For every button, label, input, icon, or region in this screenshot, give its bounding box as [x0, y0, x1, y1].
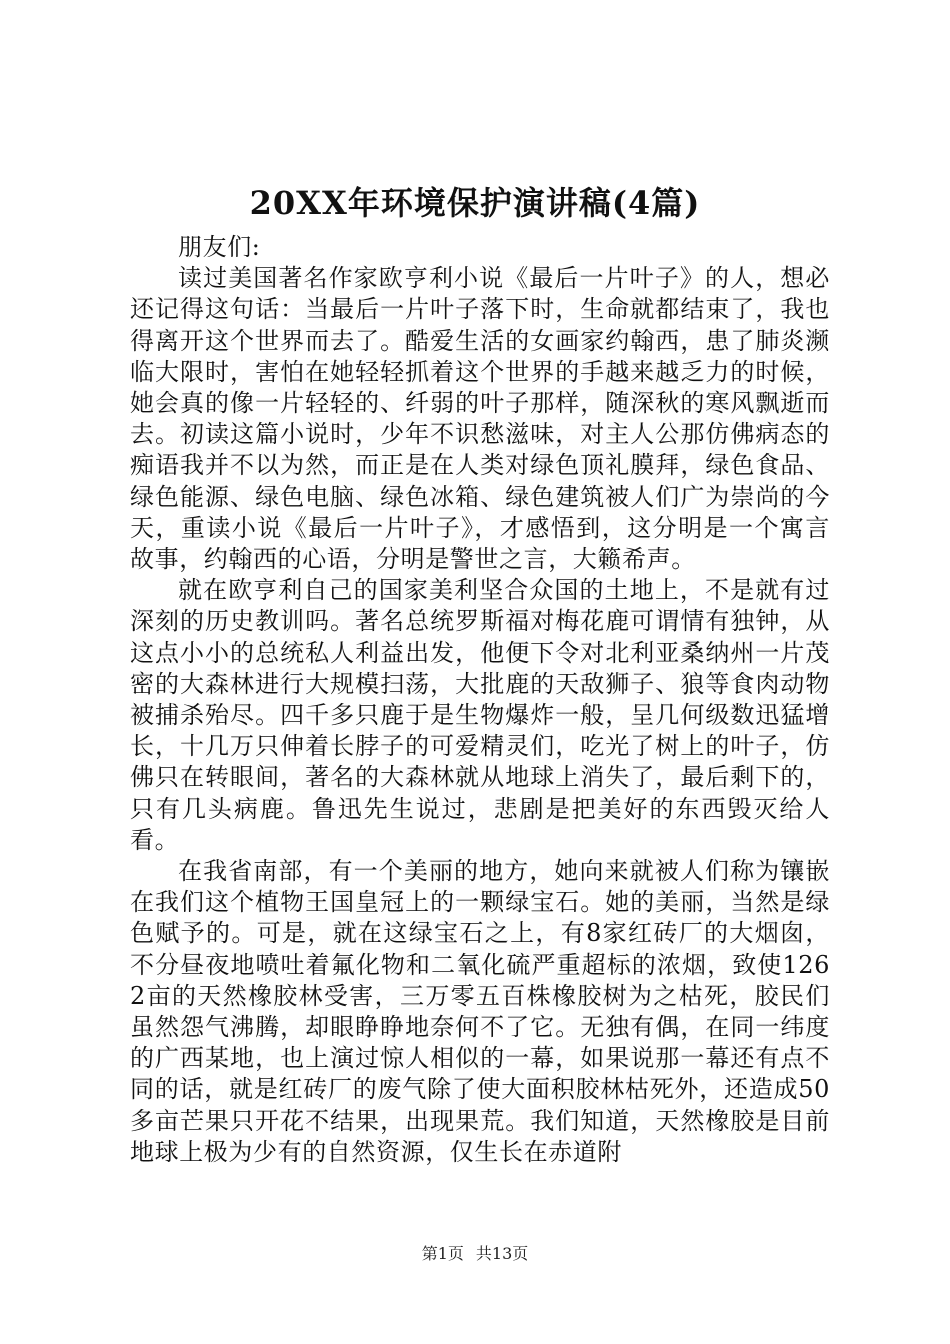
body-paragraph-1: 读过美国著名作家欧亨利小说《最后一片叶子》的人，想必还记得这句话：当最后一片叶子落下时，生命就都结束了，我也得离开这个世界而去了。酷爱生活的女画家约翰西，患了肺炎濒临大限时，害怕在她轻轻抓着这个世界的手越来越乏力的时候，她会真的像一片轻轻的、纤弱的叶子那样，随深秋的寒风飘逝而去。初读这篇小说时，少年不识愁滋味，对主人公那仿佛病态的痴语我并不以为然，而正是在人类对绿色顶礼膜拜，绿色食品、绿色能源、绿色电脑、绿色冰箱、绿色建筑被人们广为崇尚的今天，重读小说《最后一片叶子》，才感悟到，这分明是一个寓言故事，约翰西的心语，分明是警世之言，大籁希声。: [130, 264, 830, 574]
page-footer: [0, 1243, 950, 1265]
document-title: 20XX年环境保护演讲稿(4篇): [249, 184, 701, 222]
document-body: [130, 232, 830, 1168]
salutation-paragraph: 朋友们:: [178, 233, 261, 261]
body-paragraph-3: 在我省南部，有一个美丽的地方，她向来就被人们称为镶嵌在我们这个植物王国皇冠上的一颗绿宝石。她的美丽，当然是绿色赋予的。可是，就在这绿宝石之上，有8家红砖厂的大烟囱，不分昼夜地喷吐着氟化物和二氧化硫严重超标的浓烟，致使1262亩的天然橡胶林受害，三万零五百株橡胶树为之枯死，胶民们虽然怨气沸腾，却眼睁睁地奈何不了它。无独有偶，在同一纬度的广西某地，也上演过惊人相似的一幕，如果说那一幕还有点不同的话，就是红砖厂的废气除了使大面积胶林枯死外，还造成50多亩芒果只开花不结果，出现果荒。我们知道，天然橡胶是目前地球上极为少有的自然资源，仅生长在赤道附: [130, 857, 830, 1166]
page-number: 第1页: [421, 1244, 464, 1263]
body-paragraph-2: 就在欧亨利自己的国家美利坚合众国的土地上，不是就有过深刻的历史教训吗。著名总统罗斯福对梅花鹿可谓情有独钟，从这点小小的总统私人利益出发，他便下令对北利亚桑纳州一片茂密的大森林进行大规模扫荡，大批鹿的天敌狮子、狼等食肉动物被捕杀殆尽。四千多只鹿于是生物爆炸一般，呈几何级数迅猛增长，十几万只伸着长脖子的可爱精灵们，吃光了树上的叶子，仿佛只在转眼间，著名的大森林就从地球上消失了，最后剩下的，只有几头病鹿。鲁迅先生说过，悲剧是把美好的东西毁灭给人看。: [130, 576, 830, 854]
page-total: 共13页: [475, 1244, 529, 1263]
